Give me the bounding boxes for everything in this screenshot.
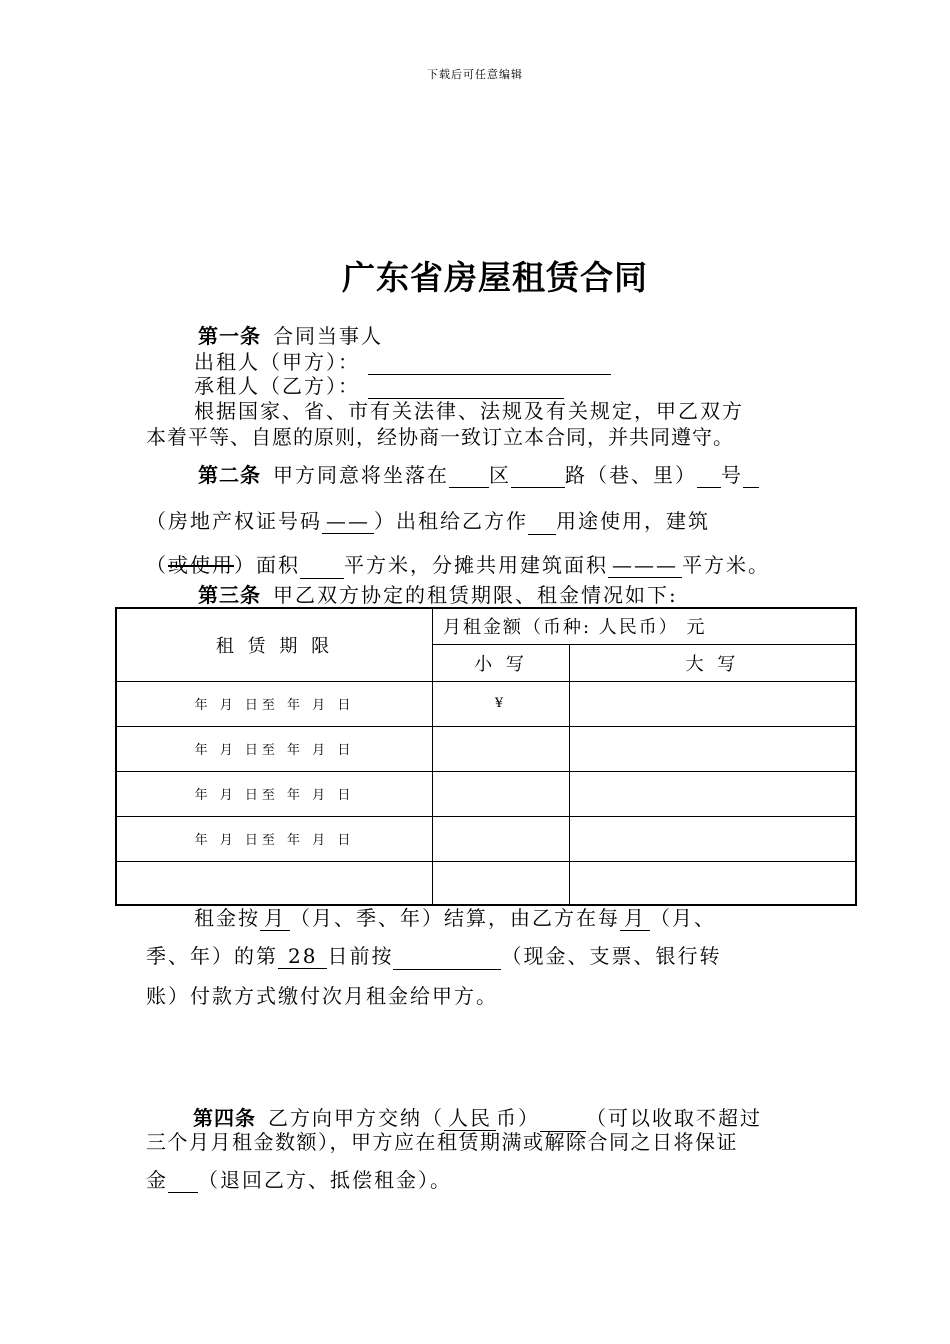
struck-text: 或使用 xyxy=(168,553,234,577)
paren-open: （ xyxy=(146,553,168,577)
lessor-row xyxy=(194,349,611,375)
article4-text: 金 xyxy=(146,1168,168,1192)
header-note: 下载后可任意编辑 xyxy=(427,68,523,81)
number-suffix-field[interactable] xyxy=(743,465,759,488)
area-unit: 平方米。 xyxy=(682,553,770,577)
article3-text: 甲乙双方协定的租赁期限、租金情况如下: xyxy=(273,583,678,607)
payment-period-field[interactable]: 月 xyxy=(620,906,650,931)
period-cell[interactable]: 年 月 日至 年 月 日 xyxy=(116,771,433,816)
lower-cell[interactable]: ¥ xyxy=(433,681,570,726)
payment-line1 xyxy=(194,905,716,931)
payment-line3: 账）付款方式缴付次月租金给甲方。 xyxy=(146,984,498,1008)
article2-line2 xyxy=(146,508,710,535)
payment-day-field[interactable]: 28 xyxy=(278,944,327,969)
upper-cell[interactable] xyxy=(570,771,857,816)
number-label: 号 xyxy=(721,463,743,487)
shared-area-label: 平方米，分摊共用建筑面积 xyxy=(344,553,608,577)
upper-cell[interactable] xyxy=(570,681,857,726)
road-field[interactable] xyxy=(511,465,565,488)
page-title: 广东省房屋租赁合同 xyxy=(342,258,648,297)
deposit-currency-field[interactable]: 人民 xyxy=(444,1106,496,1131)
lessor-field[interactable] xyxy=(368,352,611,375)
article4-text: 币） xyxy=(496,1106,540,1130)
lower-header: 小 写 xyxy=(433,644,570,681)
article4-text: （可以收取不超过 xyxy=(586,1106,762,1130)
certificate-field[interactable]: —— xyxy=(322,509,374,534)
payment-text: （月、季、年）结算，由乙方在每 xyxy=(290,906,620,930)
payment-text: 季、年）的第 xyxy=(146,944,278,968)
deposit-handling-field[interactable] xyxy=(168,1170,198,1193)
rent-table xyxy=(115,607,857,906)
table-row xyxy=(116,681,856,726)
lower-cell[interactable] xyxy=(433,771,570,816)
article4-line3 xyxy=(146,1167,452,1193)
payment-text: 租金按 xyxy=(194,906,260,930)
article1-text-1: 根据国家、省、市有关法律、法规及有关规定，甲乙双方 xyxy=(194,399,744,423)
rent-header: 月租金额（币种: 人民币） 元 xyxy=(433,608,857,644)
lessor-label: 出租人（甲方）： xyxy=(194,350,360,374)
article1-text-2: 本着平等、自愿的原则，经协商一致订立本合同，并共同遵守。 xyxy=(146,425,734,449)
road-label: 路（巷、里） xyxy=(565,463,697,487)
payment-text: 日前按 xyxy=(327,944,394,968)
purpose-text: 用途使用，建筑 xyxy=(556,509,710,533)
lower-cell[interactable] xyxy=(433,816,570,861)
article4-label: 第四条 xyxy=(193,1106,256,1130)
article2-label: 第二条 xyxy=(198,463,261,487)
period-cell[interactable] xyxy=(116,861,433,905)
lessee-row xyxy=(194,373,564,399)
upper-cell[interactable] xyxy=(570,726,857,771)
article4-line2: 三个月月租金数额），甲方应在租赁期满或解除合同之日将保证 xyxy=(146,1130,738,1154)
article1-label: 第一条 xyxy=(198,324,261,348)
payment-method-field[interactable] xyxy=(393,947,501,970)
table-row xyxy=(116,816,856,861)
article4-line1 xyxy=(193,1105,762,1132)
purpose-field[interactable] xyxy=(528,512,556,535)
number-field[interactable] xyxy=(697,465,721,488)
article2-line1 xyxy=(198,462,759,488)
district-field[interactable] xyxy=(449,465,489,488)
district-label: 区 xyxy=(489,463,511,487)
lease-purpose-text: ）出租给乙方作 xyxy=(374,509,528,533)
table-header-row xyxy=(116,608,856,644)
period-header: 租 赁 期 限 xyxy=(116,608,433,681)
lessee-field[interactable] xyxy=(368,376,564,399)
upper-cell[interactable] xyxy=(570,861,857,905)
lower-cell[interactable] xyxy=(433,861,570,905)
table-row xyxy=(116,771,856,816)
upper-cell[interactable] xyxy=(570,816,857,861)
table-row xyxy=(116,861,856,905)
period-cell[interactable]: 年 月 日至 年 月 日 xyxy=(116,816,433,861)
article2-line3 xyxy=(146,552,770,579)
period-cell[interactable]: 年 月 日至 年 月 日 xyxy=(116,726,433,771)
article2-text: 甲方同意将坐落在 xyxy=(273,463,449,487)
article3-label: 第三条 xyxy=(198,583,261,607)
article1-heading xyxy=(198,323,383,349)
settlement-period-field[interactable]: 月 xyxy=(260,906,290,931)
article4-text: 乙方向甲方交纳（ xyxy=(268,1106,444,1130)
article3-line xyxy=(198,582,678,608)
lower-cell[interactable] xyxy=(433,726,570,771)
payment-text: （月、 xyxy=(650,906,716,930)
article4-text: （退回乙方、抵偿租金）。 xyxy=(198,1168,452,1192)
article1-title: 合同当事人 xyxy=(273,324,383,348)
upper-header: 大 写 xyxy=(570,644,857,681)
area-field[interactable] xyxy=(300,556,344,579)
payment-text: （现金、支票、银行转 xyxy=(501,944,722,968)
area-label: ）面积 xyxy=(234,553,300,577)
period-cell[interactable]: 年 月 日至 年 月 日 xyxy=(116,681,433,726)
certificate-label: （房地产权证号码 xyxy=(146,509,322,533)
lessee-label: 承租人（乙方）： xyxy=(194,374,360,398)
shared-area-field[interactable]: ——— xyxy=(608,553,682,578)
table-row xyxy=(116,726,856,771)
payment-line2 xyxy=(146,943,721,970)
